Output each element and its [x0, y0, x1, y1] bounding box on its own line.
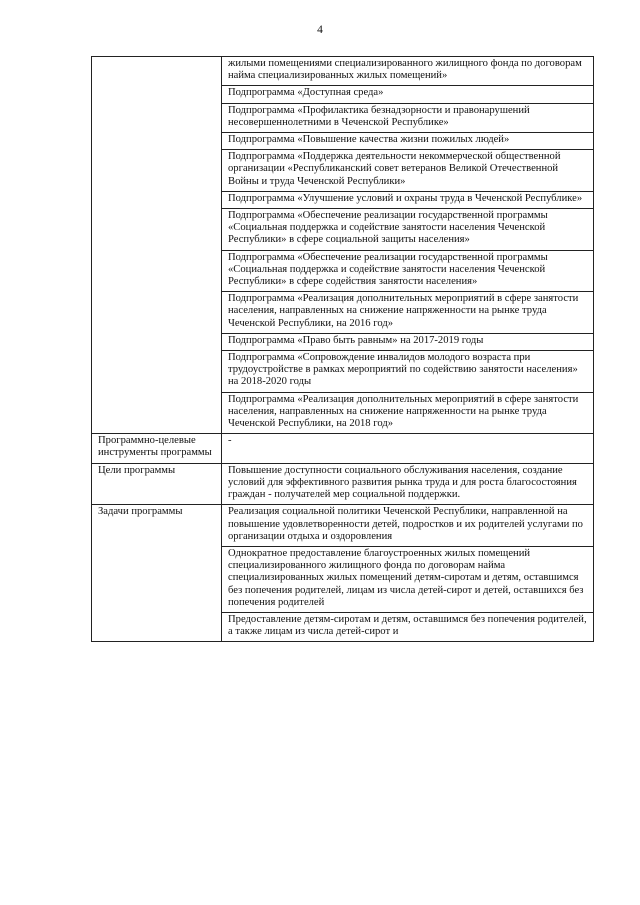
subprograms-label-cell	[92, 57, 222, 434]
program-passport-table	[91, 56, 594, 642]
task-item: Предоставление детям-сиротам и детям, оставшимся без попечения родителей, а также лицам из числа детей-сирот и	[222, 612, 594, 641]
subprogram-cell: жилыми помещениями специализированного жилищного фонда по договорам найма специализированных жилых помещений»	[222, 57, 594, 86]
instruments-label: Программно-целевые инструменты программы	[92, 434, 222, 463]
task-item: Реализация социальной политики Чеченской Республики, направленной на повышение удовлетворенности детей, подростков и их родителей услугами по организации отдыха и оздоровления	[222, 505, 594, 547]
instruments-value: -	[222, 434, 594, 463]
subprogram-cell: Подпрограмма «Реализация дополнительных мероприятий в сфере занятости населения, направленных на снижение напряженности на рынке труда Чеченской Республики, на 2018 год»	[222, 392, 594, 434]
subprogram-cell: Подпрограмма «Право быть равным» на 2017-2019 годы	[222, 333, 594, 350]
goals-value: Повышение доступности социального обслуживания населения, создание условий для эффективного развития рынка труда и для роста благосостояния граждан - получателей мер социальной поддержки.	[222, 463, 594, 505]
task-item: Однократное предоставление благоустроенных жилых помещений специализированного жилищного фонда по договорам найма специализированных жилых помещений детям-сиротам и детям, оставшимся без попечения родителей, лицам из числа детей-сирот и детей, оставшихся без попечения родителей	[222, 546, 594, 612]
subprogram-cell: Подпрограмма «Сопровождение инвалидов молодого возраста при трудоустройстве в рамках мероприятий по содействию занятости населения» на 2018-2020 годы	[222, 351, 594, 393]
subprogram-cell: Подпрограмма «Профилактика безнадзорности и правонарушений несовершеннолетними в Чеченской Республике»	[222, 103, 594, 132]
tasks-label: Задачи программы	[92, 505, 222, 642]
table-row	[92, 57, 594, 86]
table-row	[92, 463, 594, 505]
subprogram-cell: Подпрограмма «Улучшение условий и охраны труда в Чеченской Республике»	[222, 191, 594, 208]
subprogram-cell: Подпрограмма «Поддержка деятельности некоммерческой общественной организации «Республиканский совет ветеранов Великой Отечественной Войны и труда Чеченской Республики»	[222, 150, 594, 192]
subprogram-cell: Подпрограмма «Повышение качества жизни пожилых людей»	[222, 133, 594, 150]
subprogram-cell: Подпрограмма «Доступная среда»	[222, 86, 594, 103]
subprogram-cell: Подпрограмма «Обеспечение реализации государственной программы «Социальная поддержка и содействие занятости населения Чеченской Республики» в сфере содействия занятости населения»	[222, 250, 594, 292]
page-number: 4	[317, 24, 323, 36]
subprogram-cell: Подпрограмма «Обеспечение реализации государственной программы «Социальная поддержка и содействие занятости населения Чеченской Республики» в сфере социальной защиты населения»	[222, 209, 594, 251]
table-row	[92, 434, 594, 463]
subprogram-cell: Подпрограмма «Реализация дополнительных мероприятий в сфере занятости населения, направленных на снижение напряженности на рынке труда Чеченской Республики, на 2016 год»	[222, 292, 594, 334]
goals-label: Цели программы	[92, 463, 222, 505]
table-row	[92, 505, 594, 547]
